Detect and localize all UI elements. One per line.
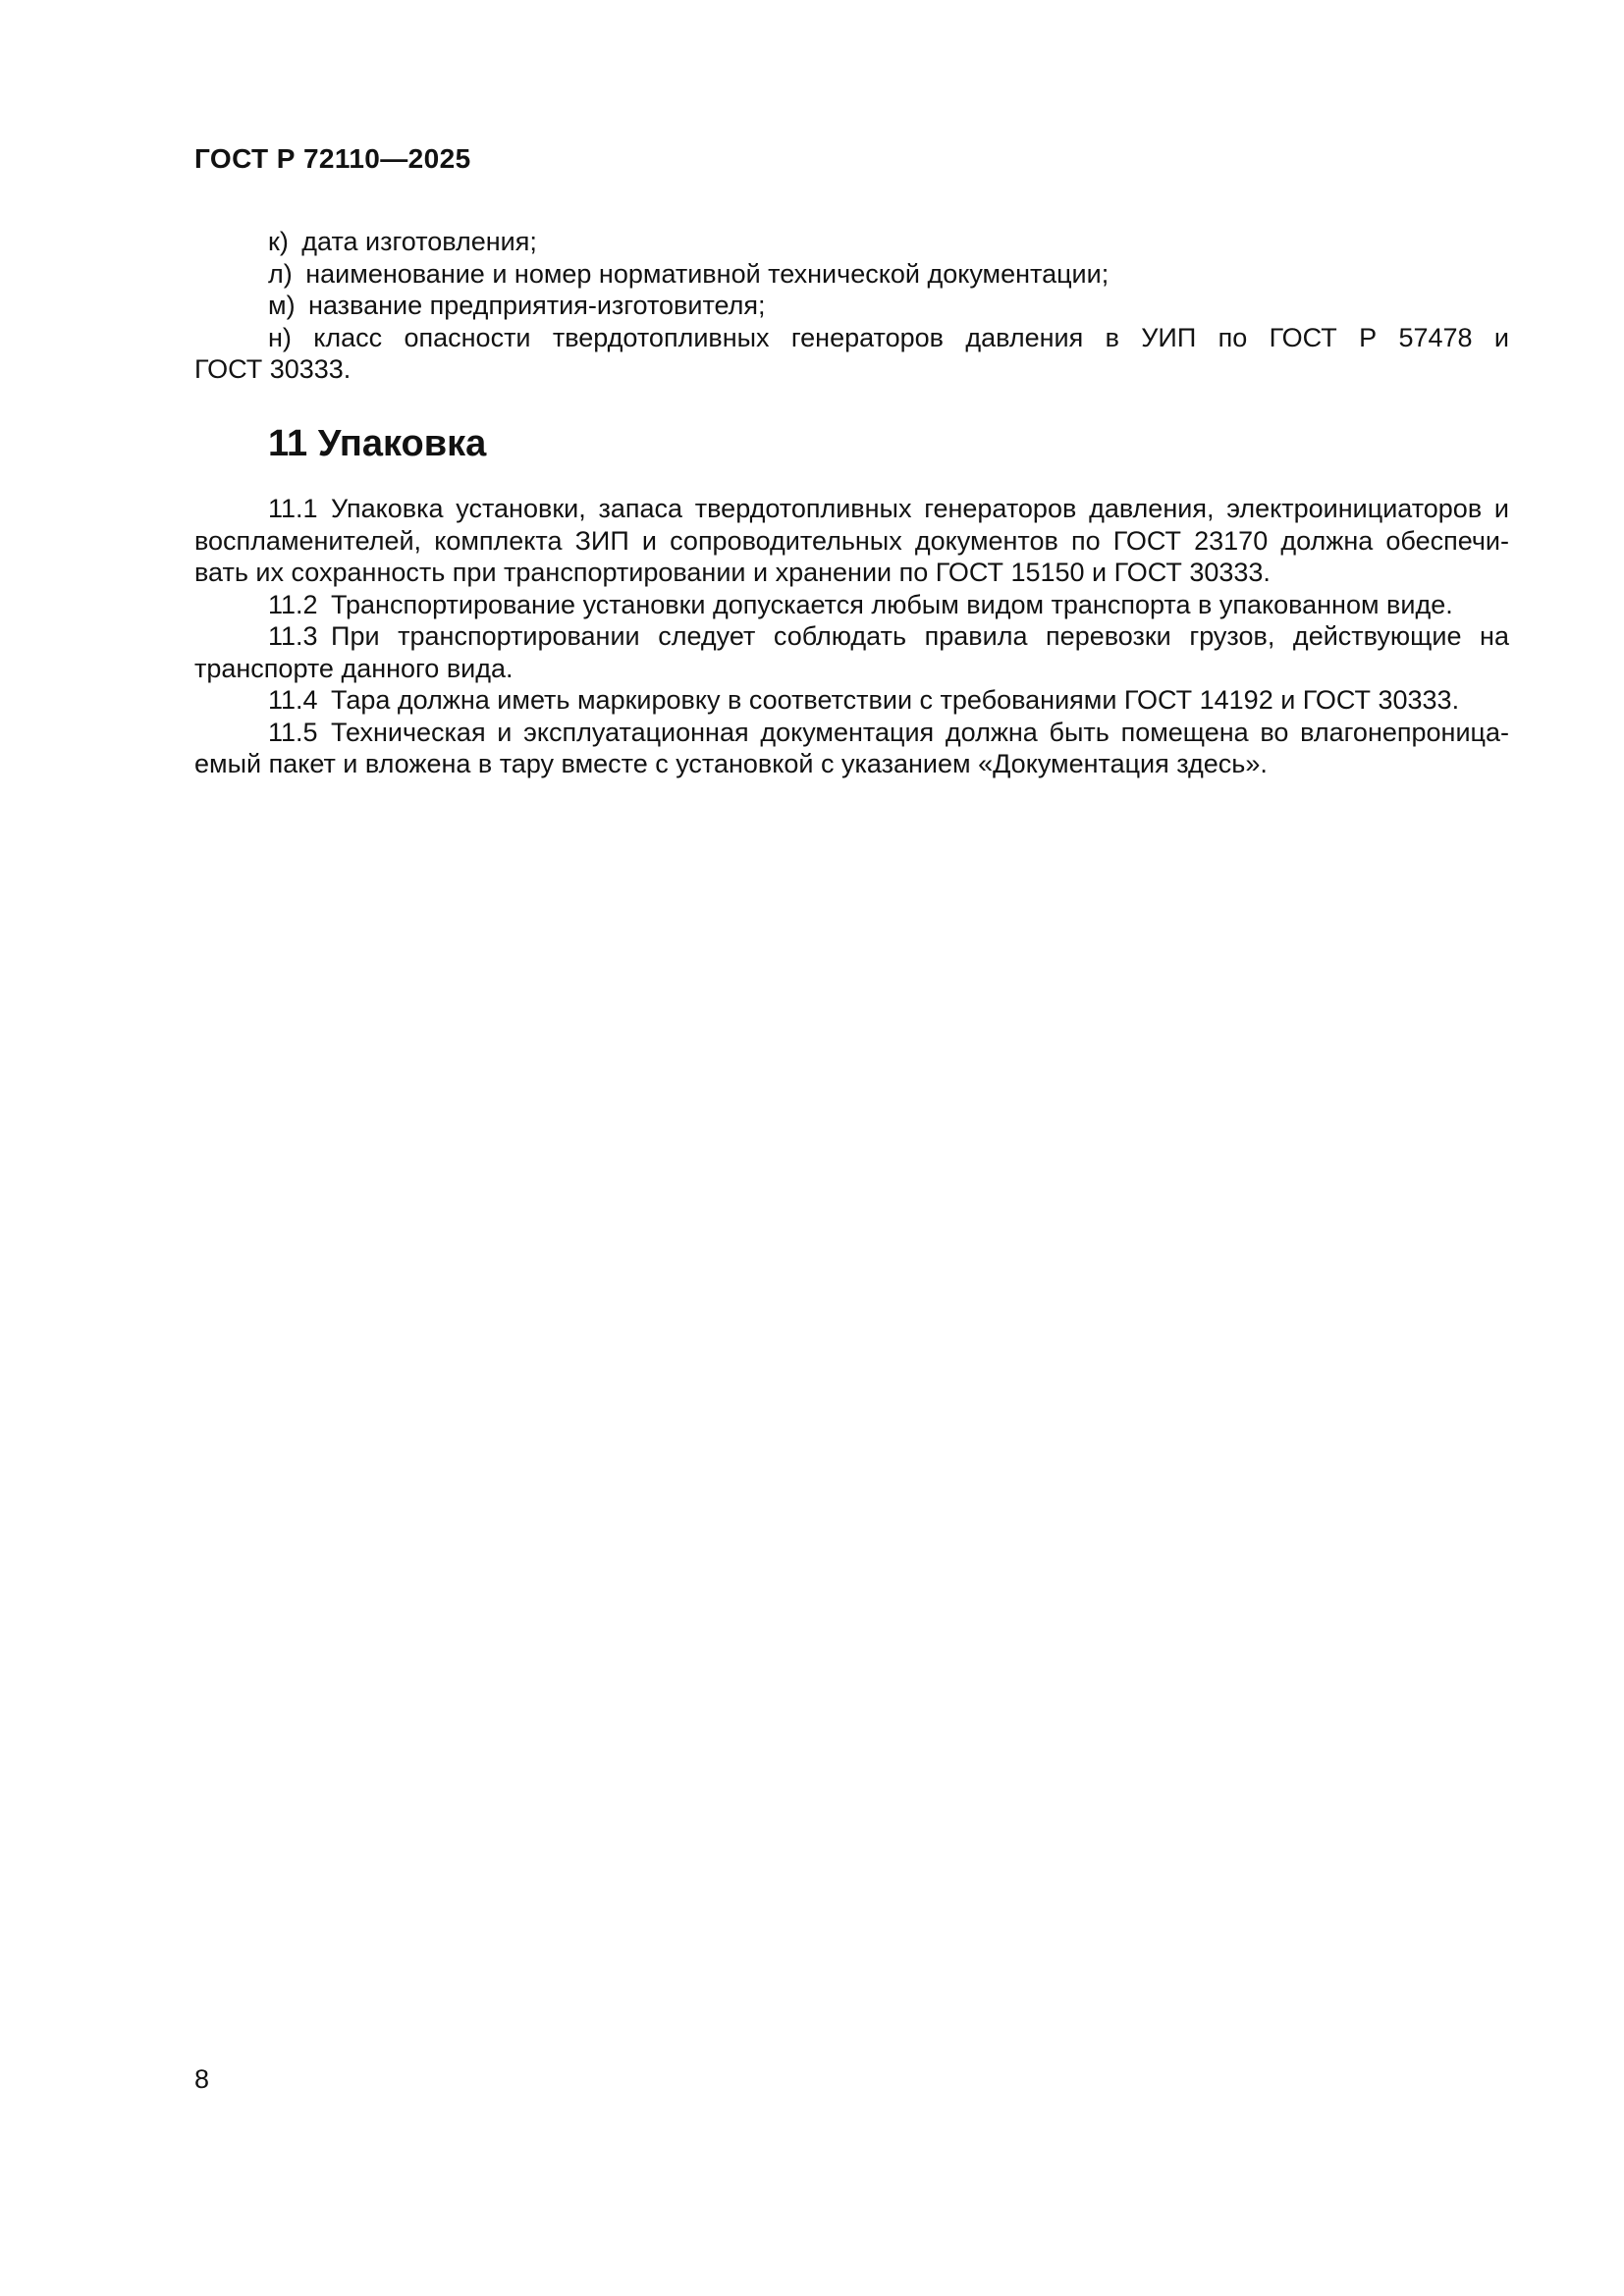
text-line: л) наименование и номер нормативной технической документации; [268, 258, 1110, 289]
section-body-text [194, 493, 1509, 780]
text-line: 11.1 Упаковка установки, запаса твердотопливных генераторов давления, электроинициаторов и [268, 494, 1509, 523]
marking-items-list [194, 226, 1509, 386]
text-line: 11.5 Техническая и эксплуатационная документация должна быть помещена во влагонепроница- [268, 717, 1509, 747]
text-line: ГОСТ 30333. [194, 354, 352, 384]
text-line: вать их сохранность при транспортировании и хранении по ГОСТ 15150 и ГОСТ 30333. [194, 558, 1271, 587]
page-number: 8 [194, 2064, 210, 2094]
text-line: н) класс опасности твердотопливных генераторов давления в УИП по ГОСТ Р 57478 и [268, 322, 1509, 352]
section-heading-packaging: 11 Упаковка [268, 423, 487, 464]
text-line: 11.4 Тара должна иметь маркировку в соответствии с требованиями ГОСТ 14192 и ГОСТ 30333. [268, 685, 1460, 715]
text-line: 11.3 При транспортировании следует соблюдать правила перевозки грузов, действующие на [268, 621, 1509, 651]
text-line: к) дата изготовления; [268, 227, 537, 256]
text-line: транспорте данного вида. [194, 653, 514, 683]
text-line: м) название предприятия-изготовителя; [268, 291, 766, 320]
running-header-doc-code: ГОСТ Р 72110—2025 [194, 143, 471, 174]
text-line: емый пакет и вложена в тару вместе с установкой с указанием «Документация здесь». [194, 749, 1268, 778]
text-line: воспламенителей, комплекта ЗИП и сопроводительных документов по ГОСТ 23170 должна обеспечи- [194, 525, 1509, 556]
text-line: 11.2 Транспортирование установки допускается любым видом транспорта в упакованном виде. [268, 589, 1453, 619]
